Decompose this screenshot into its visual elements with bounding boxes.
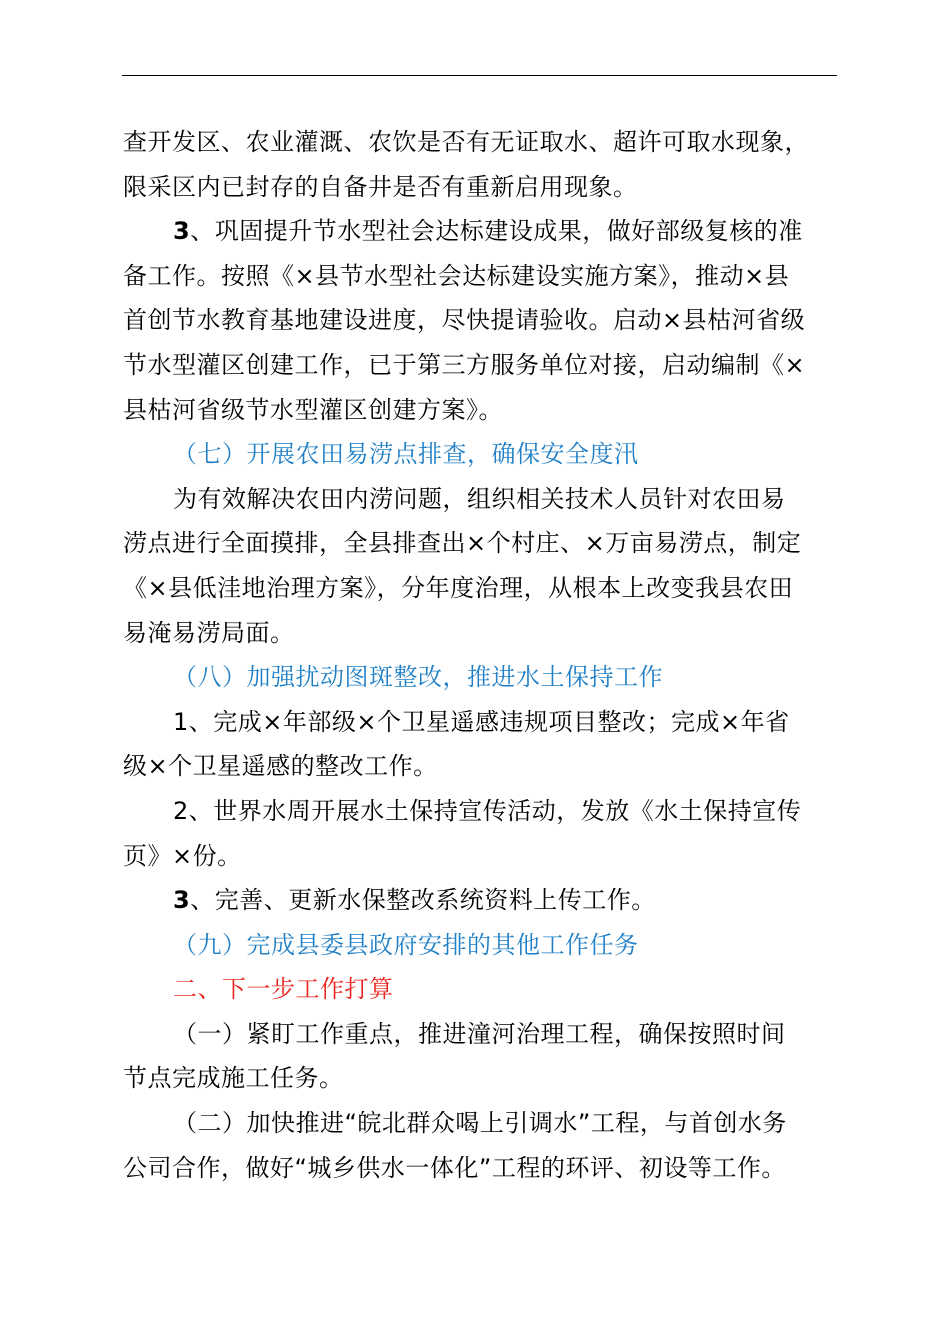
heading-text: （八）加强扰动图斑整改，推进水土保持工作	[173, 663, 663, 692]
paragraph-water-saving-society	[123, 209, 838, 432]
text-line: 2、世界水周开展水土保持宣传活动，发放《水土保持宣传	[173, 796, 802, 825]
section-heading-9	[123, 923, 838, 968]
item-number: 3	[173, 217, 191, 246]
heading-text: （七）开展农田易涝点排查，确保安全度汛	[173, 440, 639, 469]
text-line: 级×个卫星遥感的整改工作。	[123, 752, 438, 781]
paragraph-tonghe-project	[123, 1012, 838, 1101]
text-line: 县枯河省级节水型灌区创建方案》。	[123, 395, 503, 424]
header-rule	[122, 75, 837, 76]
text-line: 节水型灌区创建工作，已于第三方服务单位对接，启动编制《×	[123, 350, 806, 379]
text-line	[123, 878, 838, 923]
text-line: （二）加快推进“皖北群众喝上引调水”工程，与首创水务	[173, 1109, 787, 1138]
paragraph-satellite-rectification	[123, 700, 838, 789]
text-line: 首创节水教育基地建设进度，尽快提请验收。启动×县枯河省级	[123, 306, 806, 335]
text-line	[123, 209, 838, 254]
document-body	[123, 120, 838, 1190]
text-line: 限采区内已封存的自备井是否有重新启用现象。	[123, 172, 638, 201]
text-line: 查开发区、农业灌溉、农饮是否有无证取水、超许可取水现象，	[123, 128, 809, 156]
text-line: 《×县低洼地治理方案》，分年度治理，从根本上改变我县农田	[123, 573, 794, 602]
text-line: 公司合作，做好“城乡供水一体化”工程的环评、初设等工作。	[123, 1153, 786, 1182]
section-heading-8	[123, 655, 838, 700]
text-line: 备工作。按照《×县节水型社会达标建设实施方案》，推动×县	[123, 261, 790, 290]
paragraph-water-week	[123, 789, 838, 878]
paragraph-water-inspection	[123, 120, 838, 209]
text-segment: 、巩固提升节水型社会达标建设成果，做好部级复核的准	[190, 217, 803, 246]
paragraph-water-diversion	[123, 1101, 838, 1190]
item-number: 3	[173, 886, 191, 915]
heading-text: （九）完成县委县政府安排的其他工作任务	[173, 930, 639, 959]
text-line: 易淹易涝局面。	[123, 618, 295, 647]
text-line: （一）紧盯工作重点，推进潼河治理工程，确保按照时间	[173, 1019, 786, 1048]
text-segment: 、完善、更新水保整改系统资料上传工作。	[190, 886, 656, 915]
heading-text: 二、下一步工作打算	[173, 975, 394, 1004]
paragraph-system-upload	[123, 878, 838, 923]
section-heading-7	[123, 432, 838, 477]
paragraph-farmland-waterlogging	[123, 477, 838, 655]
text-line: 1、完成×年部级×个卫星遥感违规项目整改；完成×年省	[173, 707, 790, 736]
text-line: 页》×份。	[123, 841, 242, 870]
chapter-heading-next-steps	[123, 967, 838, 1012]
text-line: 节点完成施工任务。	[123, 1064, 344, 1093]
text-line: 涝点进行全面摸排，全县排查出×个村庄、×万亩易涝点，制定	[123, 529, 802, 558]
text-line: 为有效解决农田内涝问题，组织相关技术人员针对农田易	[173, 484, 786, 513]
